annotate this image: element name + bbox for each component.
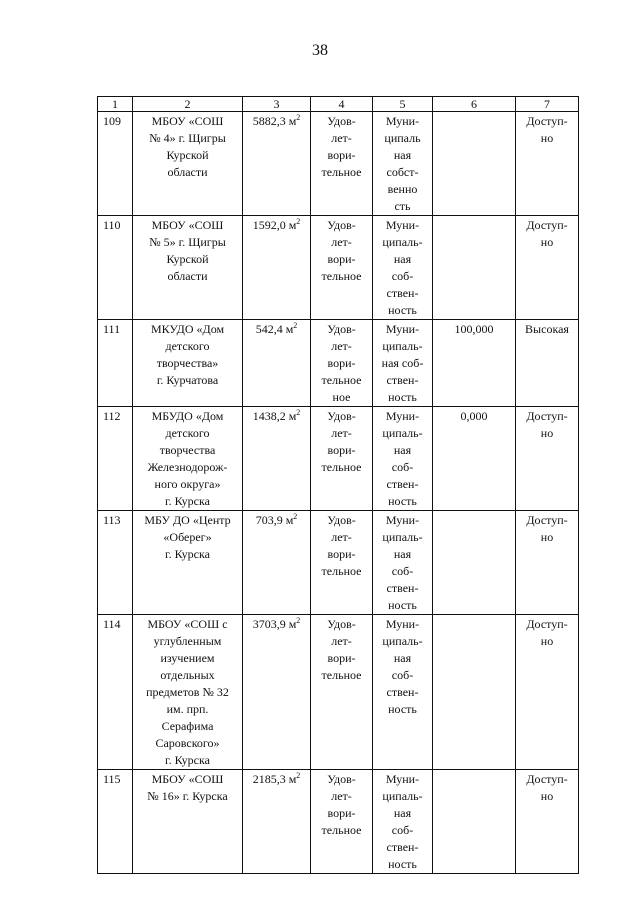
ownership-line: ствен- (386, 581, 419, 595)
condition-line: лет- (331, 131, 352, 145)
institution-name-line: области (167, 165, 208, 179)
condition-line: тельное (321, 823, 362, 837)
ownership-line: ная (393, 547, 412, 561)
institution-name-line: детского (165, 426, 210, 440)
area-unit-power: 2 (293, 321, 298, 330)
condition-cell (311, 615, 373, 770)
ownership-line: соб- (391, 823, 414, 837)
ownership-line: ствен- (386, 685, 419, 699)
header-cell-5: 5 (373, 97, 433, 112)
condition-line: тельное (321, 564, 362, 578)
institution-name-line: МБОУ «СОШ с (147, 617, 228, 631)
area-cell (243, 112, 311, 216)
accessibility-line: Высокая (525, 322, 569, 336)
area-cell (243, 320, 311, 407)
ownership-line: ципаль (384, 131, 421, 145)
ownership-line: ность (388, 390, 417, 404)
condition-line: лет- (331, 530, 352, 544)
institution-name-cell (133, 511, 243, 615)
institution-name-line: МБОУ «СОШ (151, 114, 224, 128)
institution-name-line: предметов № 32 (146, 685, 229, 699)
condition-cell (311, 112, 373, 216)
page-number: 38 (312, 42, 328, 59)
accessibility-cell (516, 615, 579, 770)
ownership-line: ципаль- (382, 426, 423, 440)
accessibility-cell (516, 511, 579, 615)
condition-line: вори- (327, 148, 356, 162)
ownership-line: Муни- (385, 513, 420, 527)
row-number: 113 (103, 513, 121, 527)
area-cell (243, 615, 311, 770)
condition-line: вори- (327, 443, 356, 457)
area-unit-power: 2 (296, 616, 301, 625)
institution-name-line: МБОУ «СОШ (151, 218, 224, 232)
ownership-cell (373, 112, 433, 216)
indicator-cell (433, 407, 516, 511)
indicator-cell (433, 511, 516, 615)
area-value: 2185,3 м (252, 772, 297, 786)
condition-cell (311, 511, 373, 615)
ownership-line: ципаль- (382, 339, 423, 353)
institution-name-line: «Оберег» (163, 530, 212, 544)
ownership-line: соб- (391, 269, 414, 283)
accessibility-line: но (540, 235, 554, 249)
ownership-line: Муни- (385, 772, 420, 786)
condition-line: Удов- (327, 409, 356, 423)
area-unit-power: 2 (296, 113, 301, 122)
area-unit-power: 2 (293, 512, 298, 521)
header-cell-1: 1 (98, 97, 133, 112)
condition-line: лет- (331, 426, 352, 440)
ownership-line: ная (393, 252, 412, 266)
institution-name-line: МБУ ДО «Центр (144, 513, 231, 527)
ownership-line: ная (393, 651, 412, 665)
institution-name-line: МБУДО «Дом (151, 409, 224, 423)
ownership-line: ность (388, 303, 417, 317)
condition-line: Удов- (327, 772, 356, 786)
ownership-line: соб- (391, 460, 414, 474)
row-number: 110 (103, 218, 121, 232)
condition-line: вори- (327, 356, 356, 370)
institution-name-line: г. Курска (165, 494, 210, 508)
condition-cell (311, 407, 373, 511)
table-row (98, 320, 579, 407)
condition-line: Удов- (327, 114, 356, 128)
ownership-line: ципаль- (382, 235, 423, 249)
area-unit-power: 2 (296, 217, 301, 226)
ownership-line: Муни- (385, 617, 420, 631)
institution-name-line: г. Курска (165, 753, 210, 767)
accessibility-line: Доступ- (526, 513, 568, 527)
condition-line: лет- (331, 634, 352, 648)
condition-line: тельное (321, 373, 362, 387)
row-number-cell (98, 320, 133, 407)
institution-name-line: Курской (166, 252, 209, 266)
area-value: 3703,9 м (252, 617, 297, 631)
header-row (98, 97, 579, 112)
institution-name-line: МКУДО «Дом (150, 322, 225, 336)
institution-name-line: г. Курчатова (156, 373, 219, 387)
institution-name-line: углубленным (153, 634, 222, 648)
institution-name-line: № 16» г. Курска (147, 789, 228, 803)
accessibility-line: но (540, 634, 554, 648)
area-unit-power: 2 (296, 771, 301, 780)
ownership-line: венно (387, 182, 418, 196)
condition-line: вори- (327, 806, 356, 820)
condition-line: лет- (331, 789, 352, 803)
institution-name-line: № 4» г. Щигры (149, 131, 226, 145)
ownership-line: Муни- (385, 218, 420, 232)
condition-line: лет- (331, 235, 352, 249)
ownership-line: соб- (391, 564, 414, 578)
institution-name-cell (133, 112, 243, 216)
ownership-line: ность (388, 857, 417, 871)
condition-line: Удов- (327, 513, 356, 527)
ownership-line: сть (394, 199, 411, 213)
institution-name-line: МБОУ «СОШ (151, 772, 224, 786)
row-number-cell (98, 216, 133, 320)
row-number-cell (98, 112, 133, 216)
indicator-cell (433, 615, 516, 770)
area-cell (243, 216, 311, 320)
institution-name-line: Серафима (161, 719, 214, 733)
area-value: 5882,3 м (252, 114, 297, 128)
institution-name-line: Курской (166, 148, 209, 162)
condition-line: Удов- (327, 322, 356, 336)
header-cell-6: 6 (433, 97, 516, 112)
row-number: 111 (103, 322, 121, 336)
condition-line: вори- (327, 547, 356, 561)
accessibility-cell (516, 770, 579, 874)
ownership-line: ципаль- (382, 789, 423, 803)
ownership-cell (373, 511, 433, 615)
accessibility-cell (516, 407, 579, 511)
condition-cell (311, 770, 373, 874)
indicator-value: 0,000 (460, 409, 488, 423)
accessibility-line: но (540, 530, 554, 544)
table-row (98, 770, 579, 874)
accessibility-line: но (540, 131, 554, 145)
ownership-line: ная (393, 443, 412, 457)
accessibility-cell (516, 320, 579, 407)
ownership-line: соб- (391, 668, 414, 682)
area-value: 1438,2 м (252, 409, 297, 423)
table-row (98, 112, 579, 216)
institution-name-line: изучением (160, 651, 215, 665)
table-row (98, 511, 579, 615)
table-row (98, 615, 579, 770)
row-number-cell (98, 511, 133, 615)
ownership-line: ность (388, 494, 417, 508)
ownership-cell (373, 320, 433, 407)
header-cell-7: 7 (516, 97, 579, 112)
ownership-line: ная (393, 148, 412, 162)
ownership-line: ная соб- (381, 356, 424, 370)
indicator-cell (433, 770, 516, 874)
institution-name-cell (133, 407, 243, 511)
row-number: 112 (103, 409, 121, 423)
ownership-line: ность (388, 702, 417, 716)
condition-line: Удов- (327, 617, 356, 631)
accessibility-line: но (540, 426, 554, 440)
institution-name-line: г. Курска (165, 547, 210, 561)
ownership-line: Муни- (385, 114, 420, 128)
condition-line: вори- (327, 651, 356, 665)
area-cell (243, 511, 311, 615)
ownership-line: собст- (386, 165, 419, 179)
ownership-line: Муни- (385, 409, 420, 423)
row-number-cell (98, 615, 133, 770)
header-cell-3: 3 (243, 97, 311, 112)
ownership-line: ность (388, 598, 417, 612)
institution-name-line: области (167, 269, 208, 283)
condition-cell (311, 320, 373, 407)
ownership-cell (373, 770, 433, 874)
accessibility-cell (516, 112, 579, 216)
area-cell (243, 407, 311, 511)
row-number-cell (98, 407, 133, 511)
accessibility-cell (516, 216, 579, 320)
indicator-value: 100,000 (454, 322, 494, 336)
condition-line: лет- (331, 339, 352, 353)
header-cell-4: 4 (311, 97, 373, 112)
accessibility-line: Доступ- (526, 218, 568, 232)
institution-name-cell (133, 320, 243, 407)
indicator-cell (433, 216, 516, 320)
institution-name-line: отдельных (160, 668, 215, 682)
accessibility-line: Доступ- (526, 617, 568, 631)
condition-line: тельное (321, 269, 362, 283)
condition-line: ное (332, 390, 351, 404)
condition-line: Удов- (327, 218, 356, 232)
ownership-line: ципаль- (382, 634, 423, 648)
area-unit-power: 2 (296, 408, 301, 417)
condition-line: тельное (321, 165, 362, 179)
indicator-cell (433, 320, 516, 407)
area-value: 703,9 м (255, 513, 294, 527)
table-body (98, 112, 579, 874)
accessibility-line: Доступ- (526, 772, 568, 786)
institution-name-line: ного округа» (154, 477, 221, 491)
area-value: 1592,0 м (252, 218, 297, 232)
table-row (98, 216, 579, 320)
ownership-line: Муни- (385, 322, 420, 336)
accessibility-line: Доступ- (526, 409, 568, 423)
institution-name-line: № 5» г. Щигры (149, 235, 226, 249)
institution-name-line: Саровского» (155, 736, 220, 750)
area-cell (243, 770, 311, 874)
institution-name-line: творчества» (156, 356, 219, 370)
row-number: 109 (103, 114, 121, 128)
area-value: 542,4 м (255, 322, 294, 336)
accessibility-line: но (540, 789, 554, 803)
ownership-cell (373, 407, 433, 511)
table-row (98, 407, 579, 511)
ownership-line: ципаль- (382, 530, 423, 544)
ownership-line: ствен- (386, 373, 419, 387)
facilities-table (97, 96, 579, 874)
indicator-cell (433, 112, 516, 216)
ownership-line: ствен- (386, 286, 419, 300)
row-number-cell (98, 770, 133, 874)
condition-line: тельное (321, 668, 362, 682)
institution-name-line: им. прп. (166, 702, 209, 716)
row-number: 114 (103, 617, 121, 631)
institution-name-cell (133, 216, 243, 320)
institution-name-line: творчества (159, 443, 216, 457)
ownership-line: ствен- (386, 840, 419, 854)
row-number: 115 (103, 772, 121, 786)
header-cell-2: 2 (133, 97, 243, 112)
condition-line: вори- (327, 252, 356, 266)
institution-name-line: Железнодорож- (147, 460, 228, 474)
ownership-cell (373, 615, 433, 770)
institution-name-line: детского (165, 339, 210, 353)
accessibility-line: Доступ- (526, 114, 568, 128)
condition-cell (311, 216, 373, 320)
ownership-line: ствен- (386, 477, 419, 491)
ownership-cell (373, 216, 433, 320)
institution-name-cell (133, 770, 243, 874)
condition-line: тельное (321, 460, 362, 474)
institution-name-cell (133, 615, 243, 770)
ownership-line: ная (393, 806, 412, 820)
